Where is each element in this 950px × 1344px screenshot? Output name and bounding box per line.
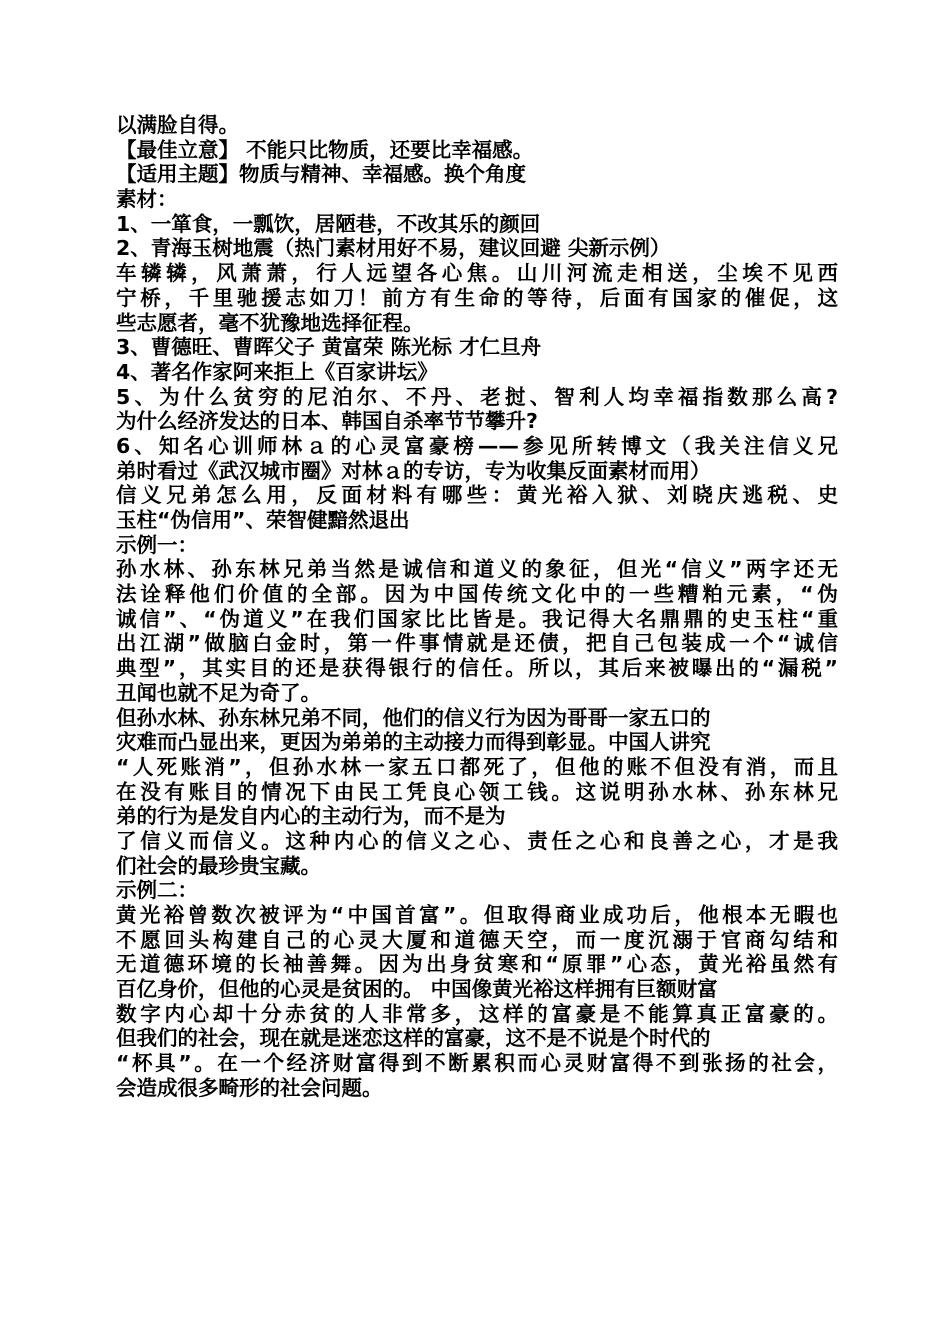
text-line: 不愿回头构建自己的心灵大厦和道德天空，而一度沉溺于官商勾结和 <box>116 927 838 952</box>
text-line: 车辚辚，风萧萧，行人远望各心焦。山川河流走相送，尘埃不见西 <box>116 261 838 286</box>
text-line: 无道德环境的长袖善舞。因为出身贫寒和“原罪”心态，黄光裕虽然有 <box>116 952 838 977</box>
text-line: 示例二： <box>116 878 198 903</box>
text-line: 玉柱“伪信用”、荣智健黯然退出 <box>116 508 410 532</box>
text-line: 典型”，其实目的还是获得银行的信任。所以，其后来被曝出的“漏税” <box>116 656 838 681</box>
text-line: 数字内心却十分赤贫的人非常多，这样的富豪是不能算真正富豪的。 <box>116 1001 838 1026</box>
text-line: 但孙水林、孙东林兄弟不同，他们的信义行为因为哥哥一家五口的 <box>116 705 711 730</box>
document-page <box>116 113 838 1101</box>
text-line: “杯具”。在一个经济财富得到不断累积而心灵财富得不到张扬的社会， <box>116 1051 838 1076</box>
text-line: 6、知名心训师林ａ的心灵富豪榜——参见所转博文（我关注信义兄 <box>116 433 838 458</box>
text-line: 3、曹德旺、曹晖父子 黄富荣 陈光标 才仁旦舟 <box>116 335 542 360</box>
text-line: 4、著名作家阿来拒上《百家讲坛》 <box>116 359 438 384</box>
text-line: 【最佳立意】 不能只比物质，还要比幸福感。 <box>116 137 534 162</box>
text-line: 弟的行为是发自内心的主动行为，而不是为 <box>116 804 506 829</box>
text-line: 信义兄弟怎么用，反面材料有哪些：黄光裕入狱、刘晓庆逃税、史 <box>116 483 838 508</box>
text-line: 1、一箪食，一瓢饮，居陋巷，不改其乐的颜回 <box>116 211 541 236</box>
text-line: 2、青海玉树地震（热门素材用好不易，建议回避 尖新示例） <box>116 236 671 261</box>
text-line: 但我们的社会，现在就是迷恋这样的富豪，这不是不说是个时代的 <box>116 1026 711 1051</box>
text-line: 【适用主题】物质与精神、幸福感。换个角度 <box>116 162 526 187</box>
text-line: “人死账消”，但孙水林一家五口都死了，但他的账不但没有消，而且 <box>116 754 838 779</box>
text-line: 出江湖”做脑白金时，第一件事情就是还债，把自己包装成一个“诚信 <box>116 631 838 656</box>
text-line: 示例一： <box>116 532 198 557</box>
text-line: 会造成很多畸形的社会问题。 <box>116 1075 383 1100</box>
text-line: 5、为什么贫穷的尼泊尔、不丹、老挝、智利人均幸福指数那么高? <box>116 384 838 409</box>
text-line: 些志愿者，毫不犹豫地选择征程。 <box>116 310 424 335</box>
text-line: 百亿身价，但他的心灵是贫困的。 中国像黄光裕这样拥有巨额财富 <box>116 977 718 1002</box>
text-line: 在没有账目的情况下由民工凭良心领工钱。这说明孙水林、孙东林兄 <box>116 779 838 804</box>
text-line: 了信义而信义。这种内心的信义之心、责任之心和良善之心，才是我 <box>116 828 838 853</box>
text-line: 诚信”、“伪道义”在我们国家比比皆是。我记得大名鼎鼎的史玉柱“重 <box>116 606 838 631</box>
text-line: 宁桥，千里驰援志如刀！前方有生命的等待，后面有国家的催促，这 <box>116 285 838 310</box>
text-line: 素材： <box>116 187 178 212</box>
text-line: 弟时看过《武汉城市圈》对林ａ的专访，专为收集反面素材而用） <box>116 458 711 483</box>
text-line: 法诠释他们价值的全部。因为中国传统文化中的一些糟粕元素，“伪 <box>116 582 838 607</box>
text-line: 丑闻也就不足为奇了。 <box>116 680 321 705</box>
text-line: 灾难而凸显出来，更因为弟弟的主动接力而得到彰显。中国人讲究 <box>116 730 711 755</box>
text-line: 为什么经济发达的日本、韩国自杀率节节攀升? <box>116 409 538 434</box>
text-line: 黄光裕曾数次被评为“中国首富”。但取得商业成功后，他根本无暇也 <box>116 903 838 927</box>
text-line: 们社会的最珍贵宝藏。 <box>116 853 321 878</box>
text-line: 以满脸自得。 <box>116 113 239 137</box>
text-line: 孙水林、孙东林兄弟当然是诚信和道义的象征，但光“信义”两字还无 <box>116 557 838 582</box>
